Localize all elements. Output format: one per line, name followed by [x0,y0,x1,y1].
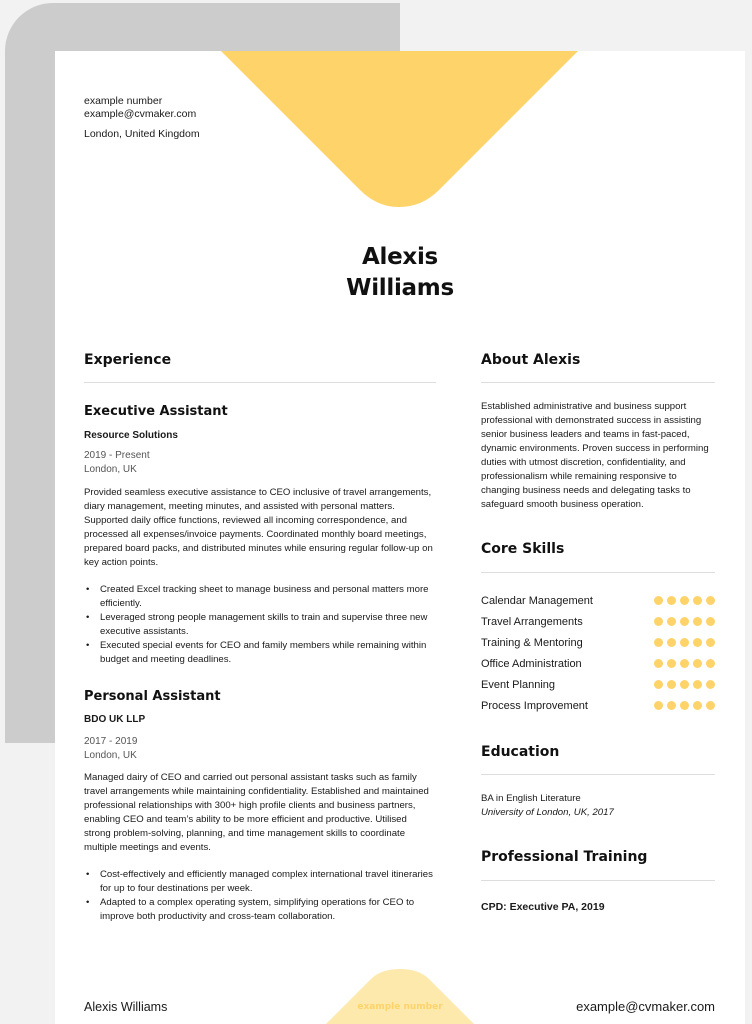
rating-dot [680,638,689,647]
training-divider [481,880,715,881]
rating-dot [667,638,676,647]
job-location: London, UK [84,464,137,475]
rating-dot [693,680,702,689]
skill-rating [654,701,715,710]
last-name: Williams [346,275,454,301]
footer-phone: example number [357,1002,443,1012]
top-accent-shape [221,51,578,207]
rating-dot [667,659,676,668]
job-bullet: • Cost-effectively and efficiently managed complex international travel itineraries for up to four destinations per week. [84,868,436,896]
rating-dot [654,701,663,710]
rating-dot [667,617,676,626]
education-degree: BA in English Literature [481,793,581,804]
job-bullet: • Leveraged strong people management skills to train and supervise three new executive assistants. [84,611,436,639]
about-text: Established administrative and business support professional with demonstrated success in assisting senior business leaders and teams in fast-paced, dynamic environments. Proven success in performing duties with utmost discretion, confidentiality, and professionalism while remaining responsive to changing business needs and delegating tasks to safeguard smooth business operation. [481,401,709,510]
skill-label: Training & Mentoring [481,636,583,649]
rating-dot [654,617,663,626]
skill-row [481,695,715,716]
training-item: CPD: Executive PA, 2019 [481,901,605,913]
experience-heading: Experience [84,352,172,368]
skill-rating [654,659,715,668]
skills-divider [481,572,715,573]
rating-dot [680,596,689,605]
skills-list [481,590,715,716]
rating-dot [706,659,715,668]
skill-row [481,632,715,653]
job-bullet: • Adapted to a complex operating system, simplifying operations for CEO to improve both productivity and cross-team collaboration. [84,896,436,924]
skill-row [481,674,715,695]
skill-label: Event Planning [481,678,555,691]
about-heading: About Alexis [481,352,581,368]
job-bullet: • Created Excel tracking sheet to manage business and personal matters more efficiently. [84,583,436,611]
rating-dot [693,617,702,626]
footer-name: Alexis Williams [84,1000,168,1014]
rating-dot [706,701,715,710]
skill-label: Calendar Management [481,594,593,607]
skill-label: Process Improvement [481,699,588,712]
footer-email: example@cvmaker.com [576,999,715,1014]
job-meta [84,735,137,763]
training-heading: Professional Training [481,849,648,865]
candidate-name [55,242,745,304]
contact-phone: example number [84,95,163,107]
skill-rating [654,617,715,626]
job-title: Personal Assistant [84,689,221,704]
experience-divider [84,382,436,383]
skill-row [481,611,715,632]
rating-dot [706,680,715,689]
rating-dot [706,596,715,605]
rating-dot [693,701,702,710]
education-institution: University of London, UK, 2017 [481,807,614,818]
skills-heading: Core Skills [481,541,565,557]
rating-dot [680,701,689,710]
rating-dot [680,659,689,668]
job-company: BDO UK LLP [84,714,146,725]
rating-dot [693,659,702,668]
rating-dot [667,680,676,689]
first-name: Alexis [362,244,438,270]
rating-dot [654,680,663,689]
rating-dot [654,596,663,605]
contact-email: example@cvmaker.com [84,108,197,120]
skill-rating [654,680,715,689]
bottom-accent-shape [321,969,479,1024]
job-bullets [84,868,436,924]
skill-rating [654,596,715,605]
rating-dot [693,638,702,647]
skill-label: Travel Arrangements [481,615,583,628]
rating-dot [654,638,663,647]
skill-row [481,653,715,674]
rating-dot [680,680,689,689]
job-location: London, UK [84,750,137,761]
education-divider [481,774,715,775]
job-description: Managed dairy of CEO and carried out personal assistant tasks such as family travel arrangements while maintaining confidentiality. Established and maintained professional relationships with 300+ high profile clients and business partners, enabling CEO and team’s ability to be more efficient and productive. Utilised strong problem-solving, planning, and time management skills to coordinate multiple meetings and events. [84,772,429,853]
contact-location: London, United Kingdom [84,128,200,140]
rating-dot [667,701,676,710]
job-meta [84,449,150,477]
rating-dot [654,659,663,668]
rating-dot [693,596,702,605]
job-bullet: • Executed special events for CEO and family members while remaining within budget and meeting deadlines. [84,639,436,667]
job-company: Resource Solutions [84,430,178,441]
skill-rating [654,638,715,647]
rating-dot [706,617,715,626]
skill-label: Office Administration [481,657,582,670]
rating-dot [706,638,715,647]
rating-dot [667,596,676,605]
skill-row [481,590,715,611]
education-entry [481,792,614,820]
job-title: Executive Assistant [84,404,228,419]
job-dates: 2019 - Present [84,450,150,461]
job-dates: 2017 - 2019 [84,736,138,747]
job-description: Provided seamless executive assistance to CEO inclusive of travel arrangements, diary management, meeting minutes, and assisted with personal matters. Supported daily office functions, reviewed all incoming correspondence, and processed all expenses/invoice payments. Coordinated monthly board meetings, prepared board packs, and distributed minutes while ensuring regular follow-up on key action points. [84,487,433,568]
resume-page [55,51,745,1024]
education-heading: Education [481,744,560,760]
about-divider [481,382,715,383]
job-bullets [84,583,436,667]
rating-dot [680,617,689,626]
contact-block [84,95,200,141]
